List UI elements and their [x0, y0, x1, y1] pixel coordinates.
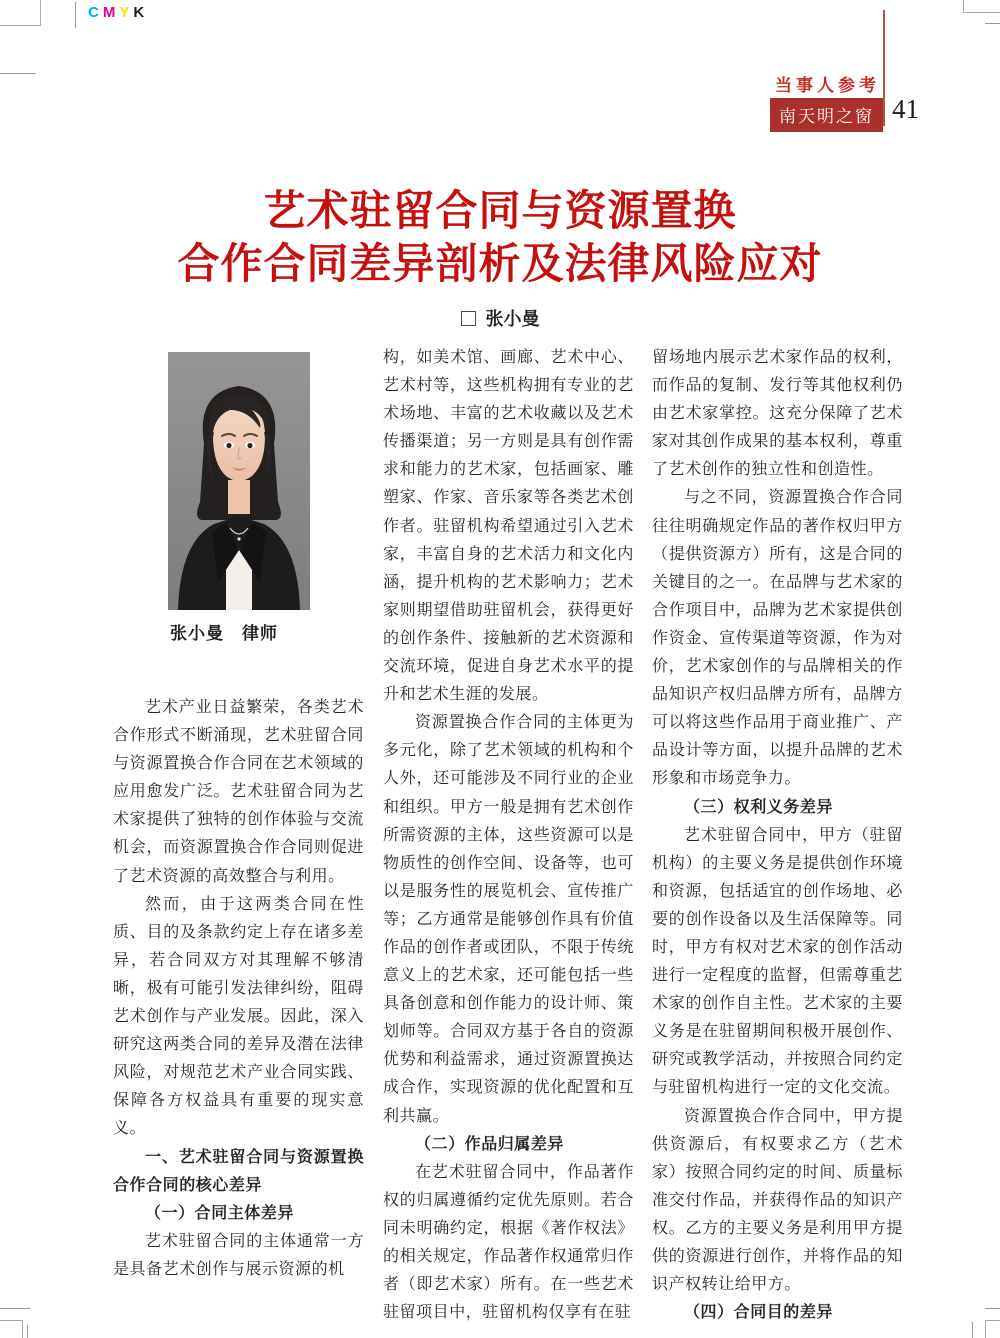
crop-mark-left-upper	[0, 73, 36, 74]
subsection-heading-1-4: （四）合同目的差异	[684, 1304, 833, 1322]
crop-mark-left-lower	[0, 1308, 30, 1309]
body-column-2	[383, 344, 634, 1322]
paragraph: 艺术产业日益繁荣，各类艺术合作形式不断涌现，艺术驻留合同与资源置换合作合同在艺术领域的应用愈发广泛。艺术驻留合同为艺术家提供了独特的创作体验与交流机会，而资源置换合作合同则促进了艺术资源的高效整合与利用。	[113, 699, 364, 885]
header-red-rule	[883, 10, 885, 126]
crop-mark-bottom-right-divider	[972, 1322, 973, 1338]
paragraph: 艺术驻留合同的主体通常一方是具备艺术创作与展示资源的机	[113, 1232, 364, 1278]
crop-mark-top-right	[963, 0, 1000, 13]
subsection-heading-1-2: （二）作品归属差异	[415, 1135, 564, 1153]
body-column-3	[652, 344, 903, 1322]
article-title	[0, 184, 1000, 290]
cmyk-print-marks	[88, 4, 148, 21]
paragraph-continued: 构，如美术馆、画廊、艺术中心、艺术村等，这些机构拥有专业的艺术场地、丰富的艺术收藏以及艺术传播渠道；另一方则是具有创作需求和能力的艺术家，包括画家、雕塑家、作家、音乐家等各类艺术创作者。驻留机构希望通过引入艺术家，丰富自身的艺术活力和文化内涵，提升机构的艺术影响力；艺术家则期望借助驻留机会，获得更好的创作条件、接触新的艺术资源和交流环境，促进自身艺术水平的提升和艺术生涯的发展。	[383, 349, 634, 704]
column-badge: 南天明之窗	[770, 98, 883, 132]
page-number: 41	[892, 94, 919, 124]
author-line	[0, 305, 1000, 331]
crop-mark-bottom-left	[0, 1320, 23, 1338]
paragraph: 资源置换合作合同中，甲方提供资源后，有权要求乙方（艺术家）按照合同约定的时间、质量标准交付作品，并获得作品的知识产权。乙方的主要义务是利用甲方提供的资源进行创作，并将作品的知识产权转让给甲方。	[652, 1107, 903, 1294]
article-title-line2: 合作合同差异剖析及法律风险应对	[177, 240, 823, 287]
crop-mark-top-left-divider	[75, 2, 76, 28]
section-label: 当事人参考	[775, 76, 880, 95]
author-square-icon	[461, 311, 476, 326]
body-column-1	[113, 694, 364, 1278]
photo-caption: 张小曼 律师	[170, 624, 278, 643]
paragraph: 然而，由于这两类合同在性质、目的及条款约定上存在诸多差异，若合同双方对其理解不够清晰，极有可能引发法律纠纷，阻碍艺术创作与产业发展。因此，深入研究这两类合同的差异及潜在法律风险，对规范艺术产业合同实践、保障各方权益具有重要的现实意义。	[113, 895, 364, 1138]
subsection-heading-1-1: （一）合同主体差异	[145, 1204, 294, 1222]
subsection-heading-1-3: （三）权利义务差异	[684, 798, 833, 816]
crop-mark-right-upper	[985, 23, 1000, 24]
cmyk-c: C	[88, 4, 103, 21]
cmyk-k: K	[133, 4, 149, 21]
cmyk-y: Y	[119, 4, 134, 21]
paragraph: 与之不同，资源置换合作合同往往明确规定作品的著作权归甲方（提供资源方）所有，这是合同的关键目的之一。在品牌与艺术家的合作项目中，品牌为艺术家提供创作资金、宣传渠道等资源，作为对价，艺术家创作的与品牌相关的作品知识产权归品牌方所有，品牌方可以将这些作品用于商业推广、产品设计等方面，以提升品牌的艺术形象和市场竞争力。	[652, 489, 903, 788]
portrait-illustration	[168, 352, 310, 610]
paragraph: 资源置换合作合同的主体更为多元化，除了艺术领域的机构和个人外，还可能涉及不同行业的企业和组织。甲方一般是拥有艺术创作所需资源的主体，这些资源可以是物质性的创作空间、设备等，也可以是服务性的展览机会、宣传推广等；乙方通常是能够创作具有价值作品的创作者或团队，不限于传统意义上的艺术家，还可能包括一些具备创意和创作能力的设计师、策划师等。合同双方基于各自的资源优势和利益需求，通过资源置换达成合作，实现资源的优化配置和互利共赢。	[383, 714, 634, 1125]
crop-mark-top-left	[0, 0, 41, 26]
author-photo	[168, 352, 310, 610]
crop-mark-bottom-right	[985, 1320, 1000, 1338]
crop-mark-bottom-left-divider	[27, 1325, 28, 1338]
paragraph-continued: 留场地内展示艺术家作品的权利，而作品的复制、发行等其他权利仍由艺术家掌控。这充分保障了艺术家对其创作成果的基本权利，尊重了艺术创作的独立性和创造性。	[652, 349, 903, 479]
section-heading-1: 一、艺术驻留合同与资源置换合作合同的核心差异	[113, 1148, 364, 1194]
cmyk-m: M	[102, 4, 120, 21]
paragraph: 艺术驻留合同中，甲方（驻留机构）的主要义务是提供创作环境和资源，包括适宜的创作场地、必要的创作设备以及生活保障等。同时，甲方有权对艺术家的创作活动进行一定程度的监督，但需尊重艺术家的创作自主性。艺术家的主要义务是在驻留期间积极开展创作、研究或教学活动，并按照合同约定与驻留机构进行一定的文化交流。	[652, 826, 903, 1097]
crop-mark-right-lower	[985, 1308, 1000, 1309]
paragraph: 在艺术驻留合同中，作品著作权的归属遵循约定优先原则。若合同未明确约定，根据《著作权法》的相关规定，作品著作权通常归作者（即艺术家）所有。在一些艺术驻留项目中，驻留机构仅享有在驻	[383, 1163, 634, 1322]
article-title-line1: 艺术驻留合同与资源置换	[263, 187, 737, 234]
author-name: 张小曼	[485, 309, 540, 329]
